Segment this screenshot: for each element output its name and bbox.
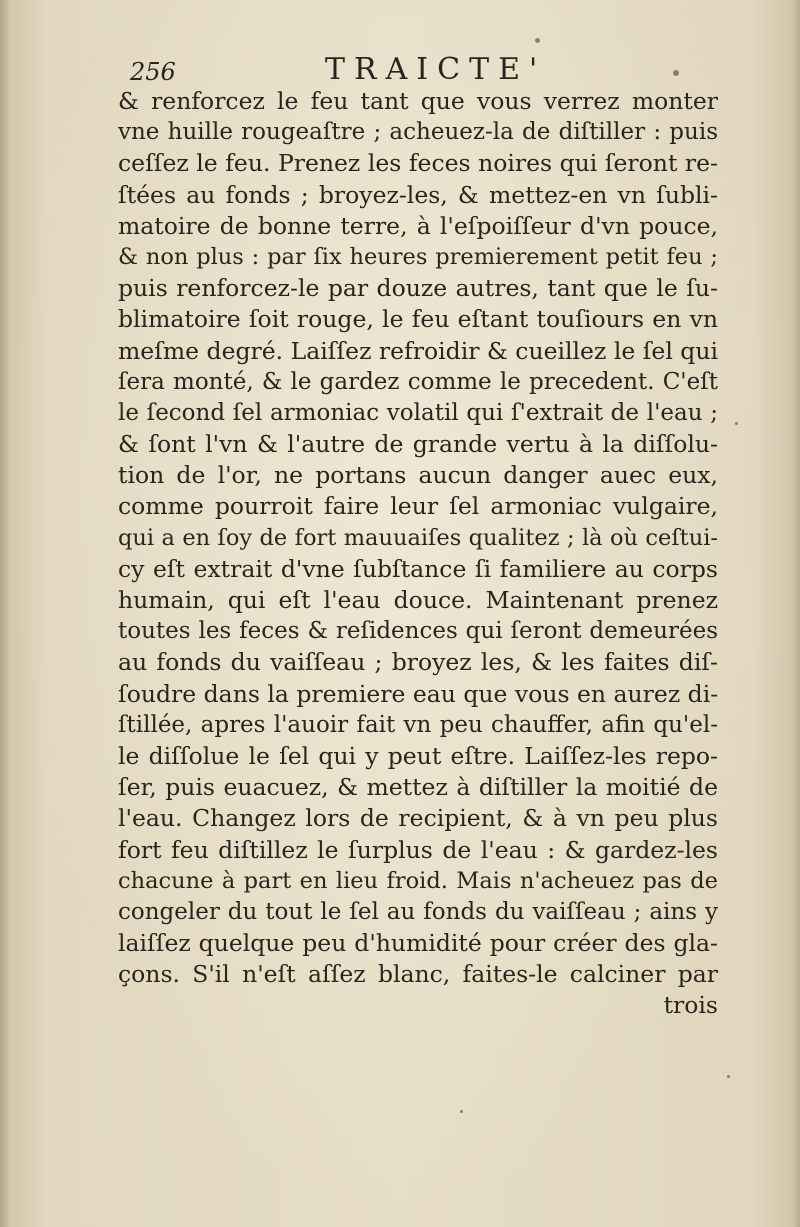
ink-speck — [535, 38, 540, 43]
text-line: le ſecond ſel armoniac volatil qui ſ'extrait de l'eau ; — [118, 399, 718, 426]
body-text — [118, 86, 718, 1022]
text-line: fort feu diſtillez le ſurplus de l'eau : & gardez-les — [118, 835, 718, 864]
text-line: ſtées au fonds ; broyez-les, & mettez-en vn ſubli- — [118, 180, 718, 209]
ink-speck — [735, 422, 738, 425]
text-line: tion de l'or, ne portans aucun danger auec eux, — [118, 461, 718, 490]
text-line: çons. S'il n'eſt aſſez blanc, faites-le calciner par — [118, 960, 718, 989]
text-line: ſoudre dans la premiere eau que vous en aurez di- — [118, 679, 718, 708]
running-title: TRAICTE' — [325, 52, 547, 87]
text-line: blimatoire ſoit rouge, le feu eſtant touſiours en vn — [118, 305, 718, 334]
text-line: ſer, puis euacuez, & mettez à diſtiller la moitié de — [118, 773, 718, 802]
text-line: cy eſt extrait d'vne ſubſtance ſi familiere au corps — [118, 554, 718, 583]
text-line: & non plus : par ſix heures premierement petit feu ; — [118, 243, 718, 270]
text-line: ſtillée, apres l'auoir fait vn peu chauffer, afin qu'el- — [118, 711, 718, 738]
text-line: ſera monté, & le gardez comme le precedent. C'eſt — [118, 368, 718, 395]
text-line: meſme degré. Laiſſez refroidir & cueillez le ſel qui — [118, 336, 718, 365]
text-line: ceſſez le feu. Prenez les feces noires qui ſeront re- — [118, 149, 718, 178]
text-line: qui a en ſoy de fort mauuaiſes qualitez ; là où ceſtui- — [118, 524, 718, 551]
page-number: 256 — [130, 58, 176, 86]
text-line: & renforcez le feu tant que vous verrez monter — [118, 87, 718, 115]
ink-speck — [673, 70, 679, 76]
text-line: laiſſez quelque peu d'humidité pour créer des gla- — [118, 929, 718, 958]
text-line: congeler du tout le ſel au fonds du vaiſſeau ; ains y — [118, 898, 718, 925]
text-line: matoire de bonne terre, à l'eſpoiſſeur d'vn pouce, — [118, 211, 718, 240]
text-line: vne huille rougeaſtre ; acheuez-la de diſtiller : puis — [118, 119, 718, 146]
text-line: l'eau. Changez lors de recipient, & à vn peu plus — [118, 804, 718, 833]
ink-speck — [460, 1110, 463, 1113]
ink-speck — [727, 1075, 730, 1078]
text-line: au fonds du vaiſſeau ; broyez les, & les faites diſ- — [118, 648, 718, 677]
text-line: toutes les feces & reſidences qui ſeront demeurées — [118, 618, 718, 645]
text-line: comme pourroit faire leur ſel armoniac vulgaire, — [118, 492, 718, 521]
catchword: trois — [663, 991, 718, 1020]
text-line: le diſſolue le ſel qui y peut eſtre. Laiſſez-les repo- — [118, 741, 718, 770]
text-line: humain, qui eſt l'eau douce. Maintenant prenez — [118, 586, 718, 614]
text-line: puis renforcez-le par douze autres, tant que le ſu- — [118, 274, 718, 303]
text-line: chacune à part en lieu froid. Mais n'acheuez pas de — [118, 867, 718, 894]
text-line: & ſont l'vn & l'autre de grande vertu à la diſſolu- — [118, 430, 718, 459]
